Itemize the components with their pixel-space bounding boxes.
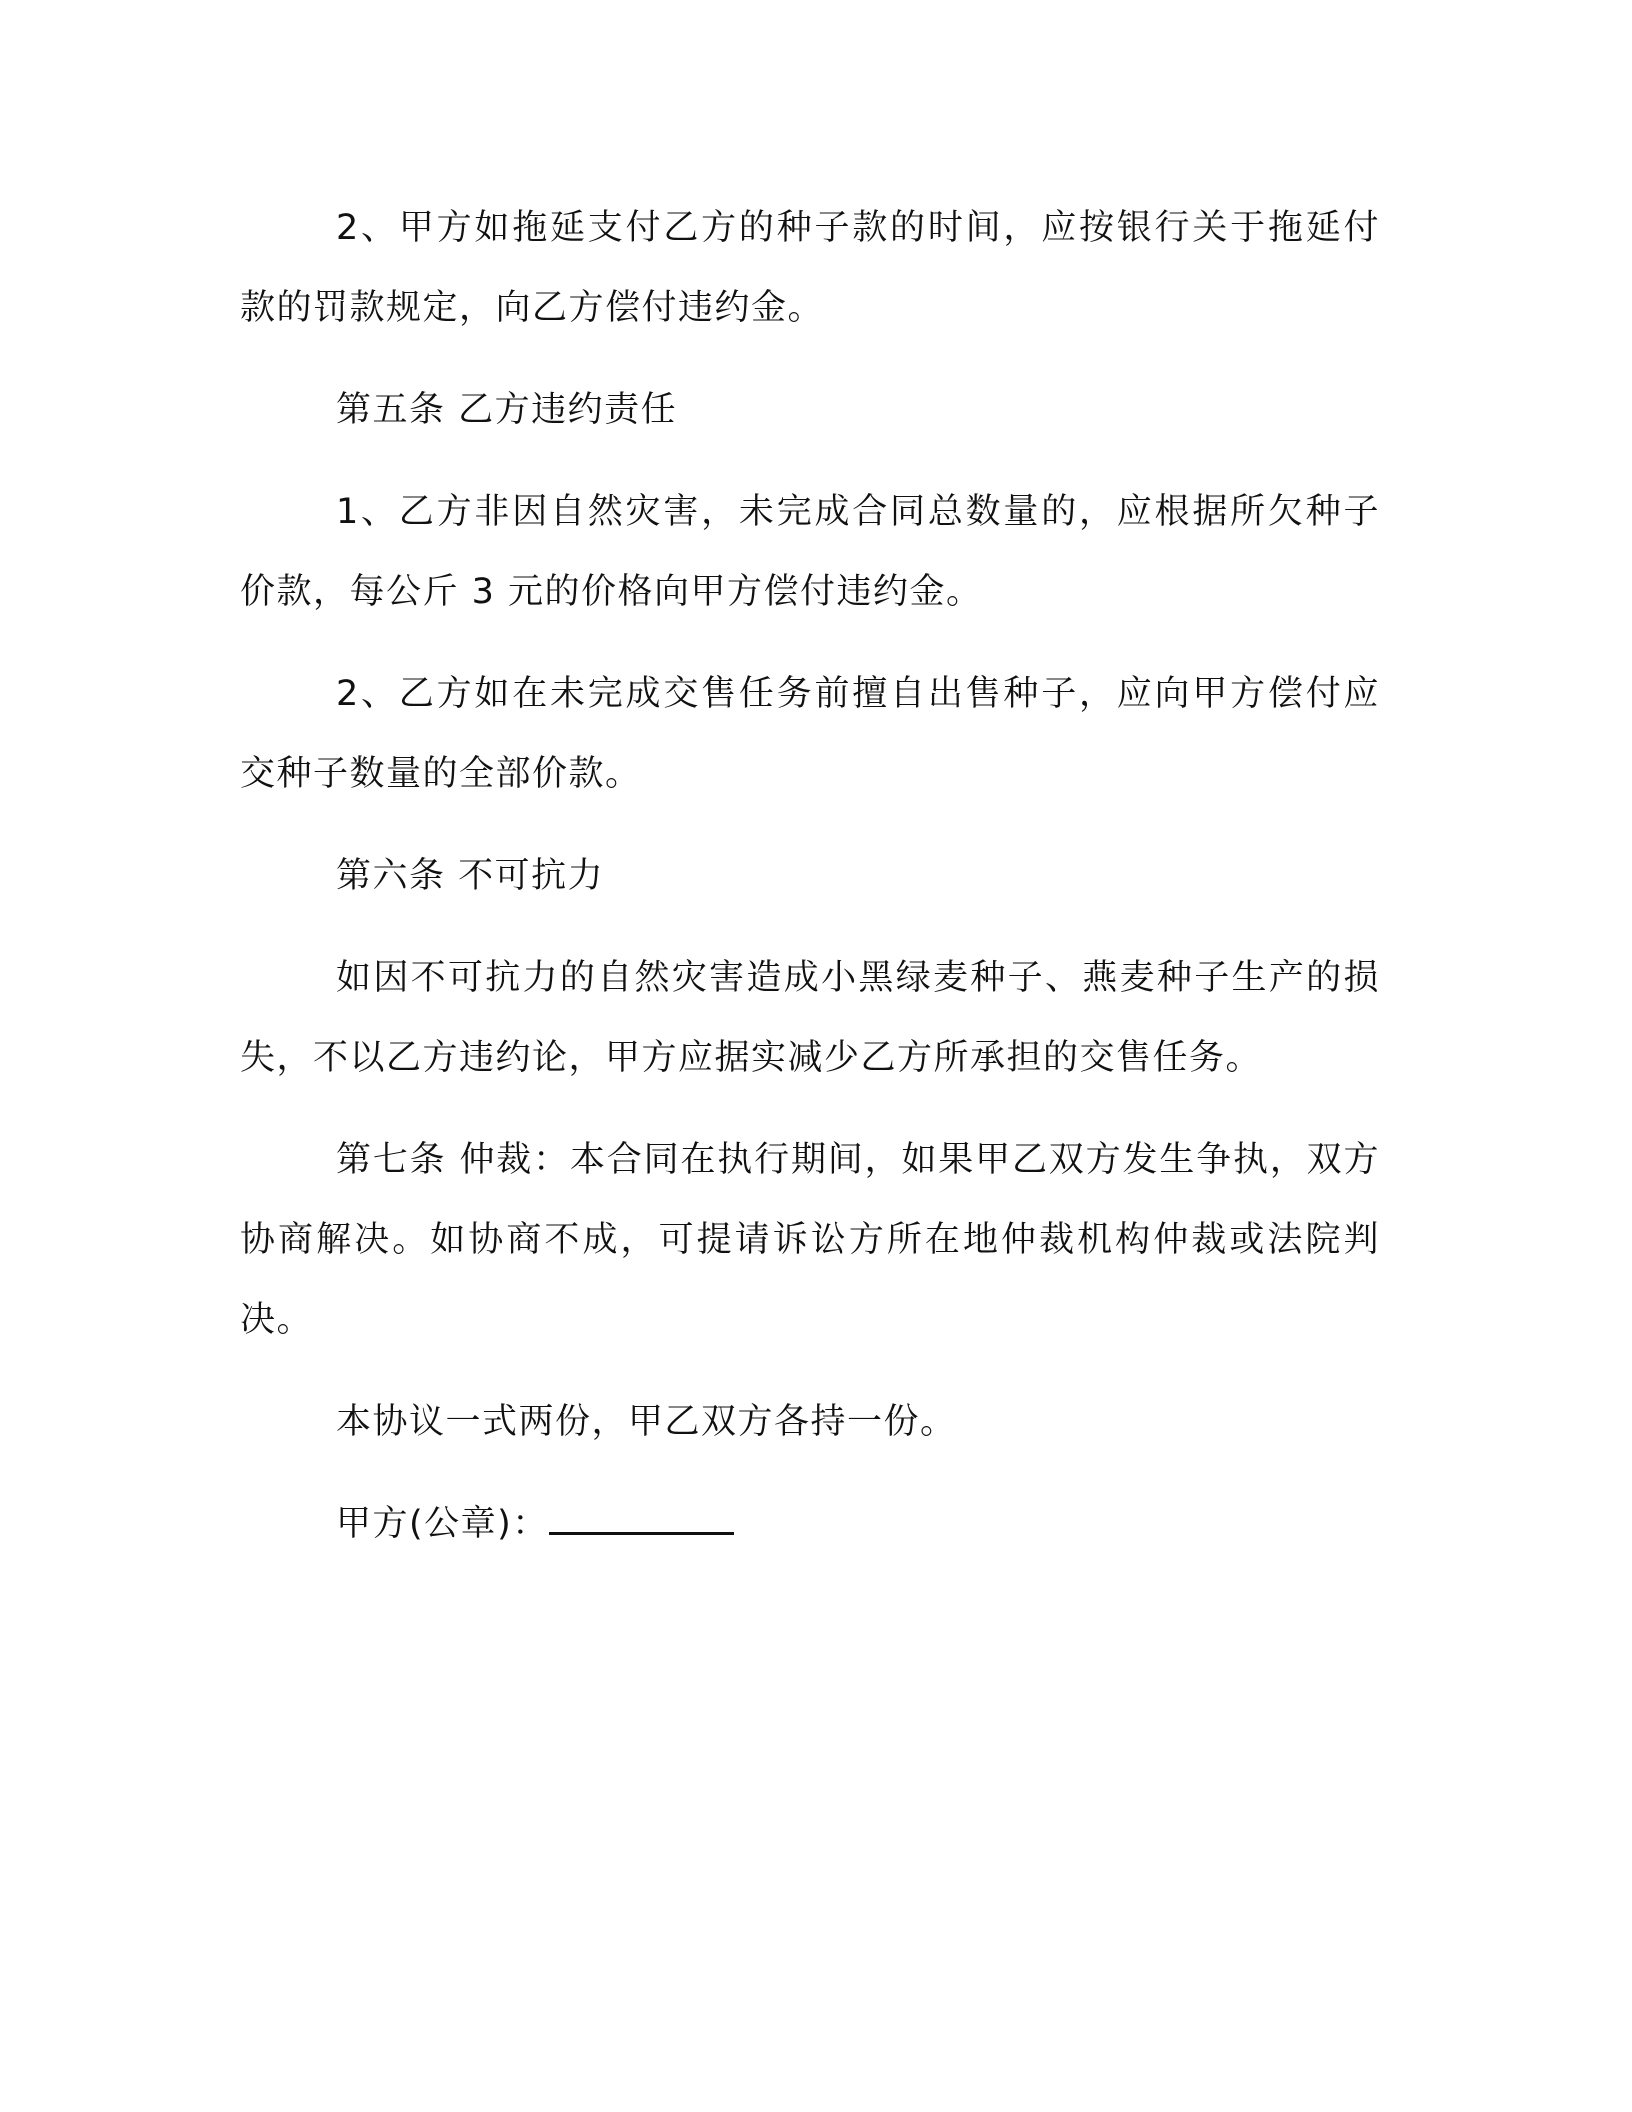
signature-blank <box>549 1496 734 1535</box>
clause-paragraph: 第七条 仲裁：本合同在执行期间，如果甲乙双方发生争执，双方协商解决。如协商不成，可提请诉讼方所在地仲裁机构仲裁或法院判决。 <box>240 1140 1380 1340</box>
article-heading: 第五条 乙方违约责任 <box>336 390 678 430</box>
clause-paragraph: 2、乙方如在未完成交售任务前擅自出售种子，应向甲方偿付应交种子数量的全部价款。 <box>240 674 1380 794</box>
clause-paragraph: 2、甲方如拖延支付乙方的种子款的时间，应按银行关于拖延付款的罚款规定，向乙方偿付违约金。 <box>240 208 1380 328</box>
party-a-signature-line <box>240 1484 1380 1564</box>
article-heading: 第六条 不可抗力 <box>336 856 605 896</box>
clause-paragraph: 本协议一式两份，甲乙双方各持一份。 <box>336 1402 957 1442</box>
clause-paragraph: 1、乙方非因自然灾害，未完成合同总数量的，应根据所欠种子价款，每公斤 3 元的价格向甲方偿付违约金。 <box>240 492 1380 612</box>
clause-paragraph: 如因不可抗力的自然灾害造成小黑绿麦种子、燕麦种子生产的损失，不以乙方违约论，甲方应据实减少乙方所承担的交售任务。 <box>240 958 1380 1078</box>
document-body <box>240 188 1380 1564</box>
signature-label: 甲方(公章)： <box>336 1504 549 1544</box>
